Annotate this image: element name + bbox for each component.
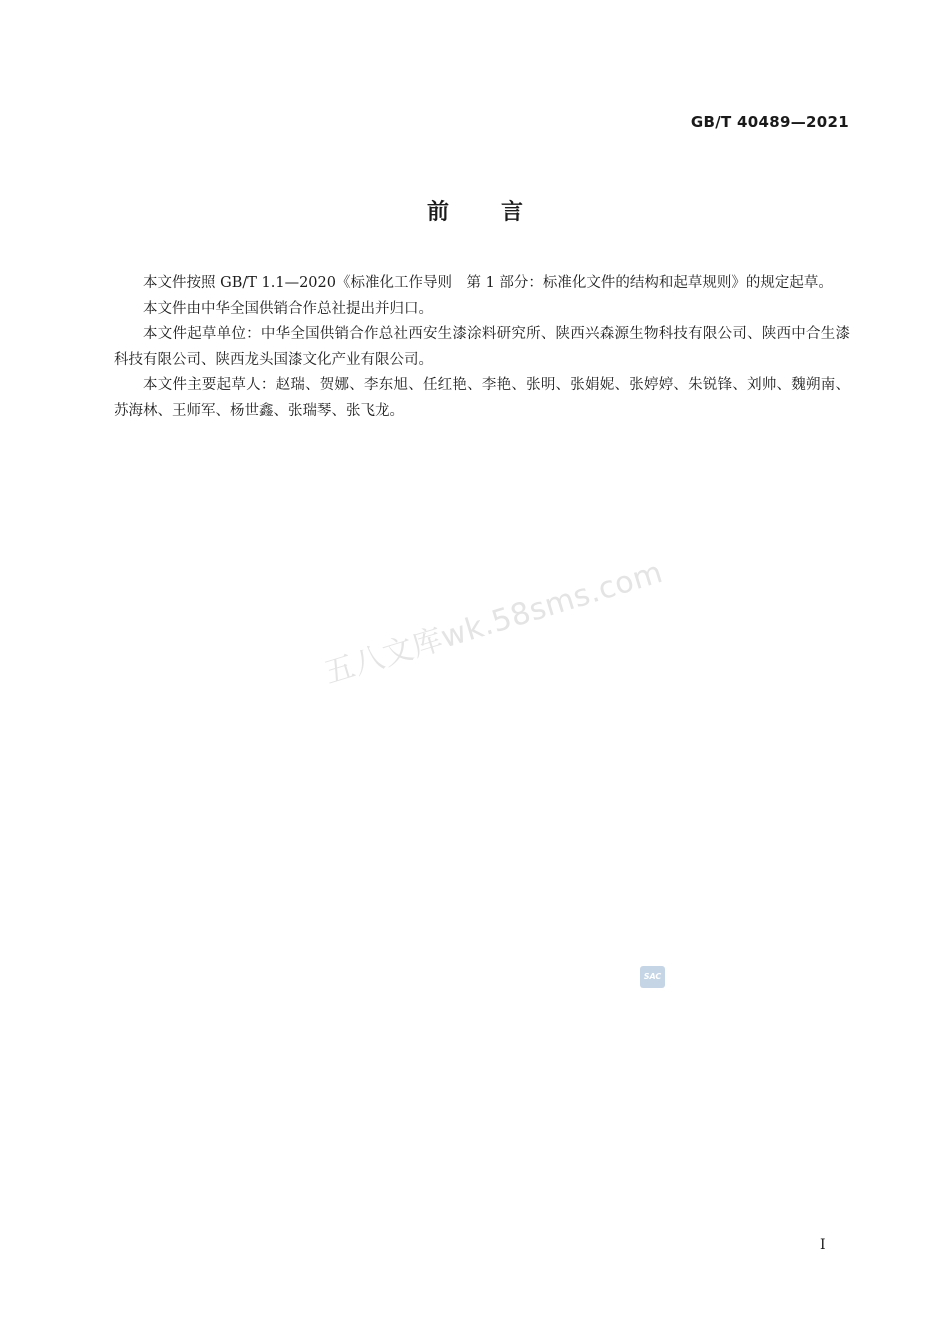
paragraph-drafting-rules: 本文件按照 GB/T 1.1—2020《标准化工作导则 第 1 部分：标准化文件的结构和起草规则》的规定起草。 xyxy=(143,275,833,291)
watermark: 五八文库wk.58sms.com xyxy=(320,554,667,692)
sac-logo-icon: SAC xyxy=(640,966,665,988)
page-number: I xyxy=(820,1237,826,1253)
paragraph-drafting-units: 本文件起草单位：中华全国供销合作总社西安生漆涂料研究所、陕西兴森源生物科技有限公司、陕西中合生漆科技有限公司、陕西龙头国漆文化产业有限公司。 xyxy=(114,326,850,368)
page-title: 前言 xyxy=(426,200,575,225)
paragraph-drafters: 本文件主要起草人：赵瑞、贺娜、李东旭、任红艳、李艳、张明、张娟妮、张婷婷、朱锐锋、刘帅、魏朔南、苏海林、王师军、杨世鑫、张瑞琴、张飞龙。 xyxy=(114,377,850,419)
document-body xyxy=(114,271,850,424)
standard-number: GB/T 40489—2021 xyxy=(690,113,849,131)
paragraph-proposer: 本文件由中华全国供销合作总社提出并归口。 xyxy=(143,300,433,317)
